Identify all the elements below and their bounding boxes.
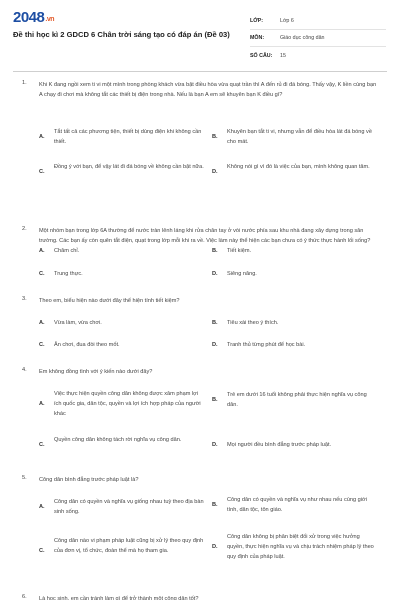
option-letter: D. [212, 342, 218, 348]
option-text: Tranh thủ từng phút để học bài. [227, 342, 306, 348]
option-letter: B. [212, 248, 218, 254]
option-text: Vừa làm, vừa chơi. [54, 320, 102, 326]
option-text: Tiết kiệm. [227, 248, 252, 254]
option-text: Khuyên bạn tắt ti vi, nhưng vẫn để điều hòa lát đá bóng về cho mát. [227, 129, 372, 145]
question-number: 2. [22, 226, 27, 232]
option-text: Siêng năng. [227, 271, 257, 277]
option-text: Quyền công dân không tách rời nghĩa vụ công dân. [54, 437, 182, 443]
option-letter: A. [39, 401, 45, 407]
logo-suffix: .vn [45, 16, 54, 23]
option-letter: A. [39, 134, 45, 140]
meta-value: Giáo dục công dân [280, 35, 325, 41]
question-text: Em không đồng tình với ý kiến nào dưới đây? [39, 369, 153, 375]
question-text: Là học sinh, em cần tránh làm gì để trở thành một công dân tốt? [39, 596, 199, 600]
option-letter: D. [212, 271, 218, 277]
meta-row-count [250, 47, 386, 64]
meta-value: 15 [280, 52, 286, 59]
meta-key: MÔN: [250, 35, 265, 41]
meta-row-subject [250, 30, 386, 47]
option-text: Tiêu xài theo ý thích. [227, 320, 279, 326]
option-letter: B. [212, 320, 218, 326]
question-text: Theo em, biểu hiện nào dưới đây thể hiện tính tiết kiệm? [39, 298, 180, 304]
option-letter: C. [39, 169, 45, 175]
option-text: Ăn chơi, đua đòi theo mốt. [54, 342, 120, 348]
page-title: Đề thi học kì 2 GDCD 6 Chân trời sáng tạo có đáp án (Đề 03) [13, 30, 230, 39]
option-letter: C. [39, 442, 45, 448]
option-text: Công dân có quyền và nghĩa vụ giống nhau tuỳ theo địa bàn sinh sống. [54, 499, 204, 515]
option-text: Công dân nào vi phạm pháp luật cũng bị xử lý theo quy định của đơn vị, tổ chức, đoàn thể mà họ tham gia. [54, 538, 204, 554]
question-number: 5. [22, 475, 27, 481]
option-text: Trẻ em dưới 16 tuổi không phải thực hiện nghĩa vụ công dân. [227, 392, 367, 408]
meta-key: SỐ CÂU: [250, 52, 273, 59]
option-letter: D. [212, 544, 218, 550]
question-number: 3. [22, 296, 27, 302]
logo-text: 2048 [13, 9, 45, 26]
option-letter: A. [39, 504, 45, 510]
option-letter: A. [39, 320, 45, 326]
option-text: Chăm chỉ. [54, 248, 80, 254]
option-text: Công dân không bị phân biệt đối xử trong việc hưởng quyền, thực hiện nghĩa vụ và chịu trách nhiệm pháp lý theo quy định của pháp luật. [227, 534, 374, 560]
question-text: Công dân bình đẳng trước pháp luật là? [39, 477, 139, 483]
option-letter: B. [212, 502, 218, 508]
exam-meta-table [250, 13, 386, 64]
meta-row-class [250, 13, 386, 30]
question-text: Một nhóm bạn trong lớp 6A thường để nước tràn lênh láng khi rửa chân tay ở vòi nước phía sau khu nhà đang xây dựng trong sân trường. Các bạn ấy còn quên tắt điện, quạt trong lớp mỗi khi ra về. Việc làm này thể hiện các bạn chưa có ý thức thực hành lối sống? [39, 228, 371, 244]
meta-value: Lớp 6 [280, 18, 294, 24]
option-text: Không nói gì vì đó là việc của bạn, mình không quan tâm. [227, 164, 370, 170]
meta-key: LỚP: [250, 18, 264, 24]
option-text: Công dân có quyền và nghĩa vụ như nhau nếu cùng giới tính, dân tộc, tôn giáo. [227, 497, 367, 513]
option-letter: C. [39, 548, 45, 554]
question-number: 4. [22, 367, 27, 373]
question-number: 1. [22, 80, 27, 86]
option-letter: C. [39, 342, 45, 348]
option-letter: D. [212, 169, 218, 175]
option-text: Tắt tất cả các phương tiện, thiết bị dùng điện khi không cần thiết. [54, 129, 202, 145]
option-text: Đồng ý với bạn, để vậy lát đi đá bóng về không cần bật nữa. [54, 164, 204, 170]
option-text: Việc thực hiện quyền công dân không được xâm phạm lợi ích quốc gia, dân tộc, quyền và lợi ích hợp pháp của người khác [54, 391, 201, 417]
question-number: 6. [22, 594, 27, 600]
question-text: Khi K đang ngồi xem ti vi một mình trong phòng khách vừa bật điều hòa vừa quạt trần thì A đến rủ đi đá bóng. Thấy vậy, K liền cùng bạn A chạy đi chơi mà không tắt các thiết bị điện trong nhà. Nếu là bạn A em sẽ khuyên bạn K điều gì? [39, 82, 377, 98]
option-letter: C. [39, 271, 45, 277]
site-logo[interactable] [13, 9, 54, 26]
option-letter: D. [212, 442, 218, 448]
header-divider [13, 71, 387, 72]
option-letter: B. [212, 397, 218, 403]
option-letter: B. [212, 134, 218, 140]
option-text: Mọi người đều bình đẳng trước pháp luật. [227, 442, 332, 448]
option-letter: A. [39, 248, 45, 254]
option-text: Trung thực. [54, 271, 83, 277]
